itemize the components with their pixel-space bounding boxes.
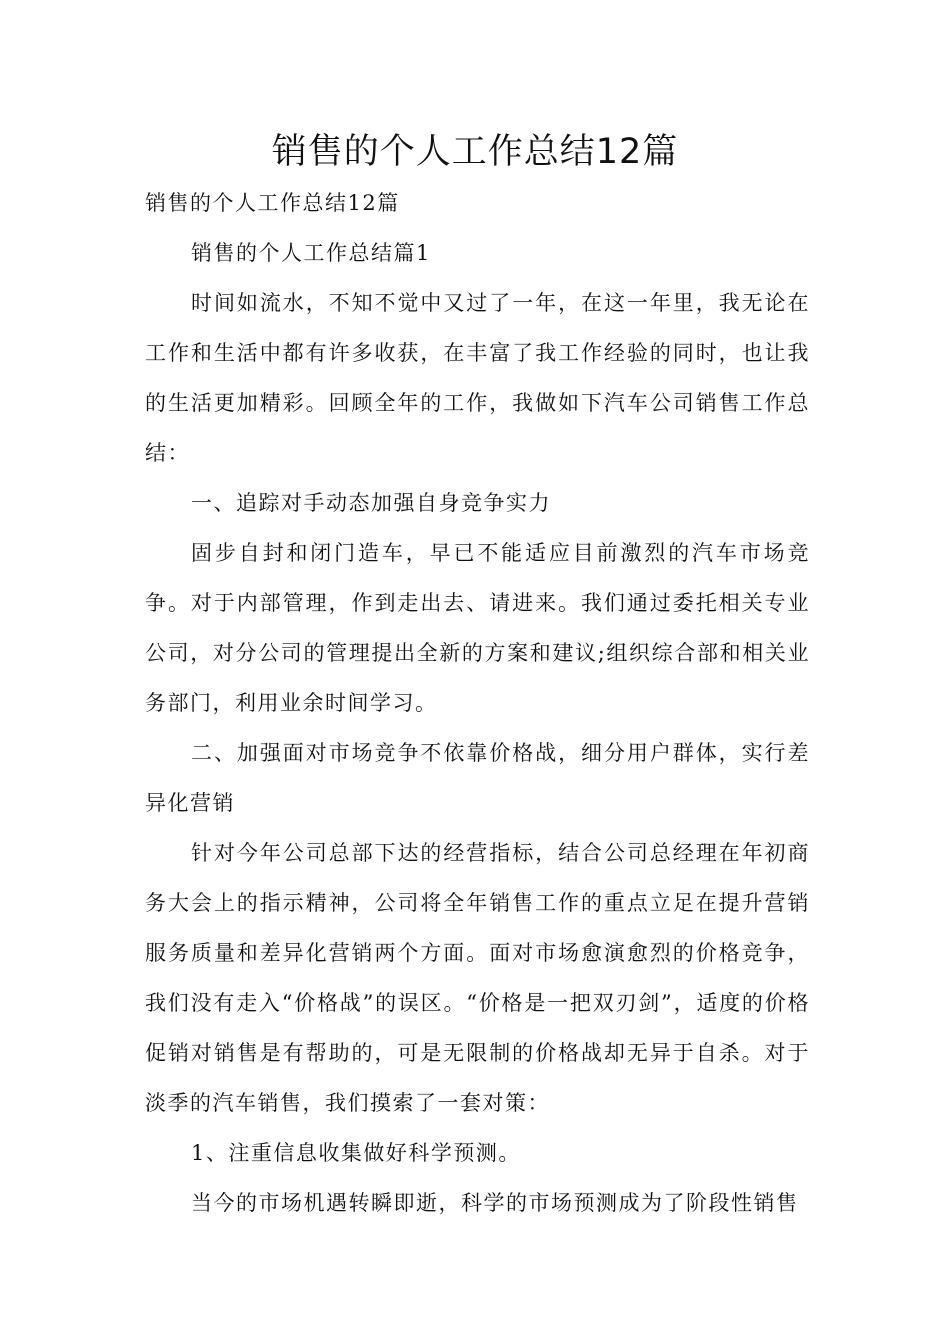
paragraph-body-1: 固步自封和闭门造车，早已不能适应目前激烈的汽车市场竞争。对于内部管理，作到走出去、请进来。我们通过委托相关专业公司，对分公司的管理提出全新的方案和建议;组织综合部和相关业务部门，利用业余时间学习。 (145, 541, 810, 715)
document-body (145, 178, 810, 1228)
paragraph-subheading-1: 1、注重信息收集做好科学预测。 (191, 1141, 521, 1165)
paragraph-body-3: 当今的市场机遇转瞬即逝，科学的市场预测成为了阶段性销售 (191, 1191, 799, 1215)
paragraph-subtitle: 销售的个人工作总结12篇 (145, 191, 400, 215)
paragraph-heading-2: 二、加强面对市场竞争不依靠价格战，细分用户群体，实行差异化营销 (145, 741, 810, 815)
paragraph-section-heading: 销售的个人工作总结篇1 (191, 241, 431, 265)
paragraph-body-2: 针对今年公司总部下达的经营指标，结合公司总经理在年初商务大会上的指示精神，公司将全年销售工作的重点立足在提升营销服务质量和差异化营销两个方面。面对市场愈演愈烈的价格竞争，我们没有走入“价格战”的误区。“价格是一把双刃剑”，适度的价格促销对销售是有帮助的，可是无限制的价格战却无异于自杀。对于淡季的汽车销售，我们摸索了一套对策： (145, 841, 810, 1115)
document-title: 销售的个人工作总结12篇 (271, 132, 679, 172)
paragraph-heading-1: 一、追踪对手动态加强自身竞争实力 (191, 491, 551, 515)
paragraph-intro: 时间如流水，不知不觉中又过了一年，在这一年里，我无论在工作和生活中都有许多收获，在丰富了我工作经验的同时，也让我的生活更加精彩。回顾全年的工作，我做如下汽车公司销售工作总结： (145, 291, 810, 465)
